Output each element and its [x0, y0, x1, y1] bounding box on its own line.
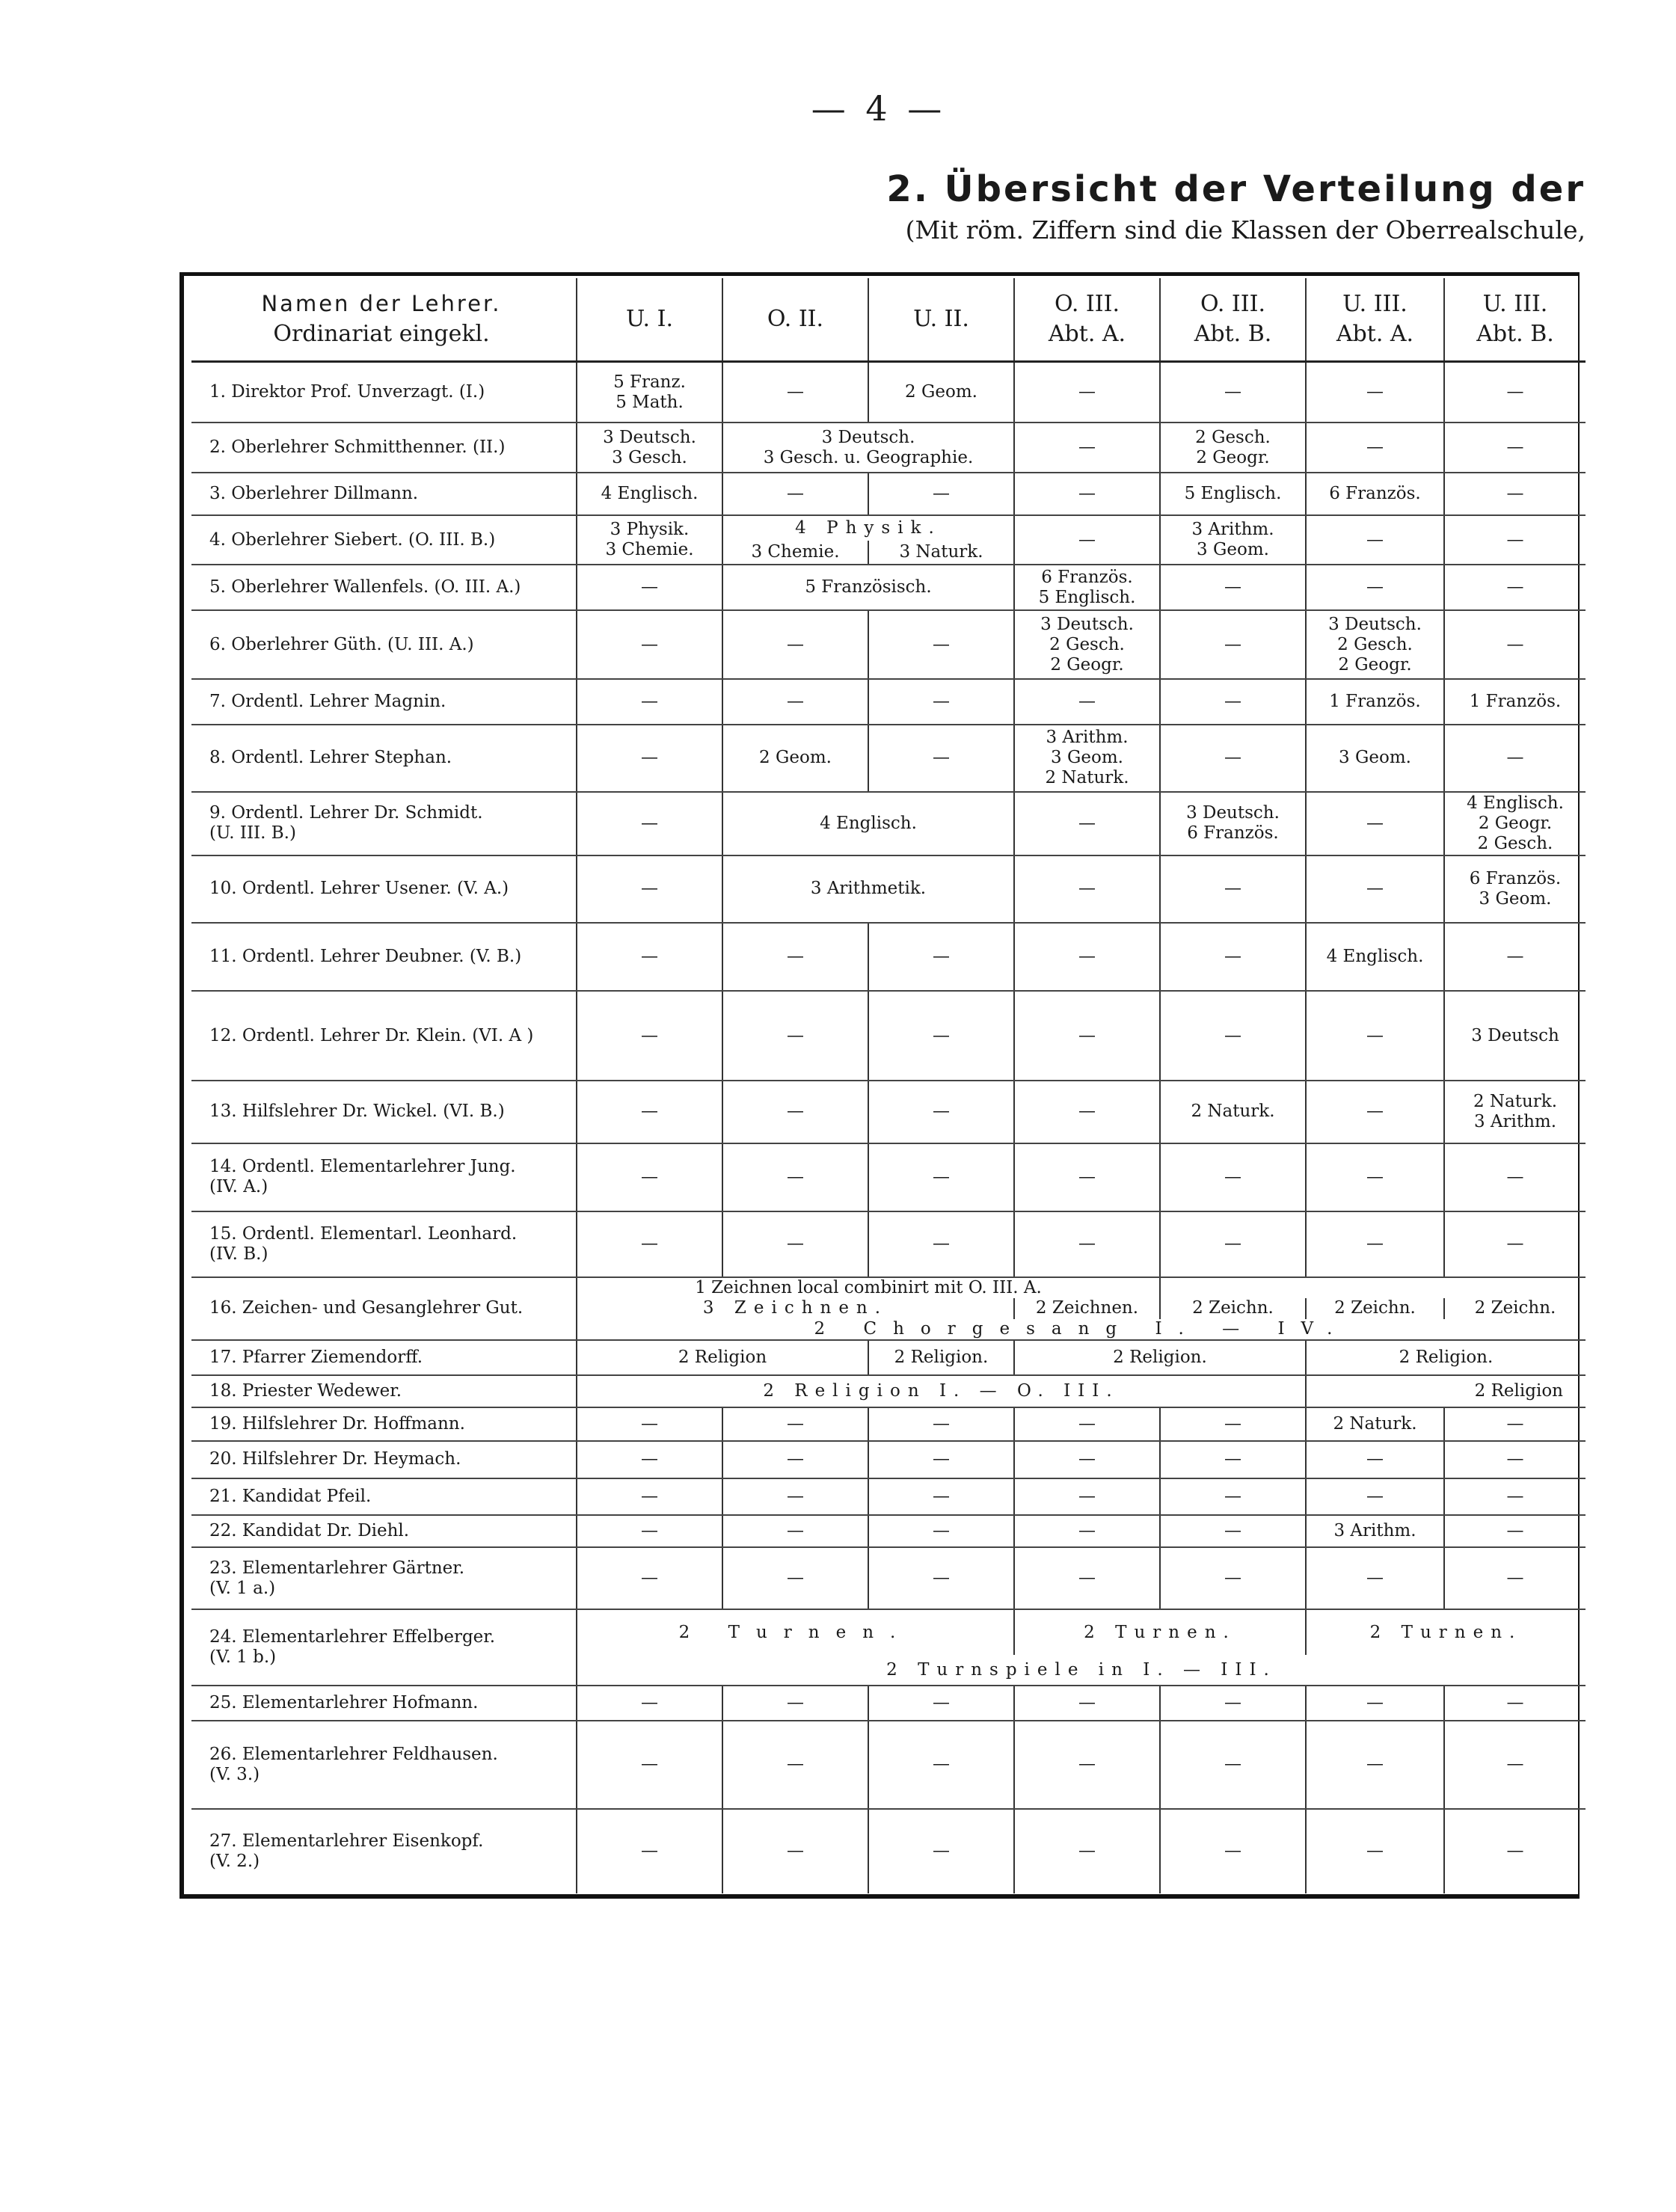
cell: —	[577, 1407, 722, 1441]
col-header-names: Namen der Lehrer. Ordinariat eingekl.	[191, 278, 577, 362]
cell: —	[722, 1547, 868, 1609]
cell: 2 Turnen.	[577, 1609, 1014, 1655]
cell: —	[577, 679, 722, 725]
table-row	[191, 1407, 1586, 1441]
cell: —	[868, 473, 1014, 515]
cell: —	[1306, 565, 1444, 610]
cell: —	[577, 1721, 722, 1809]
cell: 3 Arithm. 3 Geom.	[1160, 515, 1306, 565]
cell: 2 Turnspiele in I. — III.	[577, 1655, 1586, 1686]
cell: 6 Französ. 3 Geom.	[1444, 855, 1586, 923]
cell: 2 Religion.	[1306, 1340, 1586, 1375]
cell: —	[868, 1441, 1014, 1479]
teacher-name: 23. Elementarlehrer Gärtner. (V. 1 a.)	[191, 1547, 577, 1609]
teacher-name: 25. Elementarlehrer Hofmann.	[191, 1686, 577, 1721]
teacher-name: 20. Hilfslehrer Dr. Heymach.	[191, 1441, 577, 1479]
cell: —	[1444, 1441, 1586, 1479]
cell: —	[1444, 1407, 1586, 1441]
cell: 3 Physik. 3 Chemie.	[577, 515, 722, 565]
cell: 2 Turnen.	[1014, 1609, 1306, 1655]
cell: —	[1014, 1721, 1160, 1809]
cell: —	[1160, 725, 1306, 792]
col-header-u2: U. II.	[868, 278, 1014, 362]
teacher-name: 27. Elementarlehrer Eisenkopf. (V. 2.)	[209, 1831, 484, 1871]
cell: —	[577, 1809, 722, 1893]
cell: —	[722, 1143, 868, 1212]
cell: —	[722, 679, 868, 725]
cell: —	[1014, 1407, 1160, 1441]
cell: —	[1014, 991, 1160, 1081]
page-title: 2. Übersicht der Verteilung der	[886, 168, 1586, 210]
cell: —	[1160, 1407, 1306, 1441]
page-number: — 4 —	[811, 88, 947, 129]
cell: —	[1306, 1143, 1444, 1212]
cell: —	[577, 1211, 722, 1276]
cell: 3 Arithm. 3 Geom. 2 Naturk.	[1014, 725, 1160, 792]
cell: —	[577, 1686, 722, 1721]
table-row	[191, 1277, 1586, 1299]
cell: —	[722, 1686, 868, 1721]
cell: —	[1444, 1809, 1586, 1893]
cell: —	[722, 1809, 868, 1893]
cell: —	[577, 855, 722, 923]
cell: —	[1306, 1081, 1444, 1143]
cell: 4 Englisch.	[722, 792, 1014, 855]
teacher-name: 15. Ordentl. Elementarl. Leonhard. (IV. B.)	[191, 1211, 577, 1276]
cell: —	[722, 1407, 868, 1441]
cell: 5 Französisch.	[722, 565, 1014, 610]
cell: 2 Religion.	[868, 1340, 1014, 1375]
cell: 2 Religion I. — O. III.	[577, 1375, 1306, 1407]
cell: —	[722, 1441, 868, 1479]
teacher-name: 7. Ordentl. Lehrer Magnin.	[191, 679, 577, 725]
cell: 2 Naturk. 3 Arithm.	[1444, 1081, 1586, 1143]
cell: —	[1160, 1478, 1306, 1515]
cell: 5 Franz. 5 Math.	[577, 362, 722, 423]
cell: 2 Geom.	[868, 362, 1014, 423]
cell: —	[1014, 1686, 1160, 1721]
cell: —	[1444, 610, 1586, 679]
cell: —	[1160, 991, 1306, 1081]
cell: —	[1014, 1211, 1160, 1276]
cell: —	[868, 1547, 1014, 1609]
table-row	[191, 1441, 1586, 1479]
table-row	[191, 855, 1586, 923]
cell: —	[1014, 515, 1160, 565]
cell: —	[1014, 679, 1160, 725]
cell: —	[1444, 1478, 1586, 1515]
teacher-name: 12. Ordentl. Lehrer Dr. Klein. (VI. A )	[191, 991, 577, 1081]
cell: —	[1014, 1441, 1160, 1479]
cell: 3 Chemie.	[722, 541, 868, 565]
cell: 4 Englisch.	[577, 473, 722, 515]
cell: —	[1444, 1143, 1586, 1212]
cell: —	[1014, 792, 1160, 855]
cell: —	[722, 1721, 868, 1809]
table-row	[191, 792, 1586, 855]
cell: —	[1160, 1441, 1306, 1479]
table-row	[191, 1143, 1586, 1212]
cell: —	[722, 1081, 868, 1143]
table-row	[191, 1340, 1586, 1375]
table-row	[191, 1211, 1586, 1276]
cell: —	[1014, 855, 1160, 923]
cell: —	[868, 1686, 1014, 1721]
table-row	[191, 923, 1586, 992]
cell: —	[1306, 515, 1444, 565]
cell: 3 Deutsch. 3 Gesch. u. Geographie.	[722, 423, 1014, 473]
table-row	[191, 565, 1586, 610]
cell: —	[1160, 1686, 1306, 1721]
cell: 3 Geom.	[1306, 725, 1444, 792]
cell: —	[577, 1515, 722, 1547]
cell: —	[1444, 423, 1586, 473]
teacher-name: 22. Kandidat Dr. Diehl.	[191, 1515, 577, 1547]
cell: —	[1014, 1809, 1160, 1893]
cell: —	[722, 1478, 868, 1515]
cell: —	[868, 610, 1014, 679]
table-row	[191, 1721, 1586, 1809]
cell: 6 Französ. 5 Englisch.	[1014, 565, 1160, 610]
teacher-name: 24. Elementarlehrer Effelberger. (V. 1 b.)	[191, 1609, 577, 1686]
table-row	[191, 1375, 1586, 1407]
cell: —	[1014, 1478, 1160, 1515]
cell: —	[868, 1407, 1014, 1441]
teacher-name: 2. Oberlehrer Schmitthenner. (II.)	[191, 423, 577, 473]
table-row	[191, 679, 1586, 725]
cell: —	[1160, 855, 1306, 923]
cell: —	[1014, 1547, 1160, 1609]
table-row	[191, 515, 1586, 541]
teacher-name: 3. Oberlehrer Dillmann.	[191, 473, 577, 515]
cell: —	[1306, 792, 1444, 855]
cell: —	[722, 923, 868, 992]
teacher-name: 9. Ordentl. Lehrer Dr. Schmidt. (U. III. B.)	[191, 792, 577, 855]
table-row	[191, 1547, 1586, 1609]
cell: —	[1160, 565, 1306, 610]
cell: —	[1160, 362, 1306, 423]
teacher-name: 4. Oberlehrer Siebert. (O. III. B.)	[191, 515, 577, 565]
cell: —	[1444, 1515, 1586, 1547]
cell: —	[577, 1478, 722, 1515]
cell: 1 Französ.	[1306, 679, 1444, 725]
table-row	[191, 1609, 1586, 1655]
cell: 2 Gesch. 2 Geogr.	[1160, 423, 1306, 473]
table-row	[191, 423, 1586, 473]
cell: 2 Geom.	[722, 725, 868, 792]
cell: —	[1306, 991, 1444, 1081]
cell: —	[1306, 1686, 1444, 1721]
cell: —	[1306, 1809, 1444, 1893]
cell: 2 Religion	[577, 1340, 868, 1375]
cell: —	[1306, 1441, 1444, 1479]
cell: —	[577, 565, 722, 610]
table-row	[191, 1081, 1586, 1143]
cell: —	[1160, 679, 1306, 725]
cell: 2 Turnen.	[1306, 1609, 1586, 1655]
teacher-name: 21. Kandidat Pfeil.	[191, 1478, 577, 1515]
cell: 3 Deutsch. 2 Gesch. 2 Geogr.	[1014, 610, 1160, 679]
col-header-o3a: O. III. Abt. A.	[1014, 278, 1160, 362]
cell: —	[722, 991, 868, 1081]
cell: 3 Deutsch. 2 Gesch. 2 Geogr.	[1306, 610, 1444, 679]
table-row	[191, 991, 1586, 1081]
table-row	[191, 725, 1586, 792]
cell: —	[1444, 1211, 1586, 1276]
cell: 3 Zeichnen.	[577, 1298, 1014, 1319]
cell: —	[1014, 473, 1160, 515]
cell: —	[1160, 1515, 1306, 1547]
cell: —	[577, 923, 722, 992]
cell: —	[577, 1143, 722, 1212]
cell: —	[1444, 1547, 1586, 1609]
teacher-name: 5. Oberlehrer Wallenfels. (O. III. A.)	[191, 565, 577, 610]
cell: —	[868, 991, 1014, 1081]
cell: —	[577, 1081, 722, 1143]
cell: —	[1160, 610, 1306, 679]
cell: —	[1306, 362, 1444, 423]
cell: —	[1444, 923, 1586, 992]
cell: 1 Zeichnen local combinirt mit O. III. A.	[577, 1277, 1160, 1299]
table-row	[191, 362, 1586, 423]
cell: —	[577, 991, 722, 1081]
cell: —	[868, 923, 1014, 992]
cell: —	[577, 1547, 722, 1609]
cell: —	[722, 473, 868, 515]
cell: 2 Zeichn.	[1160, 1298, 1306, 1319]
cell: 3 Arithmetik.	[722, 855, 1014, 923]
cell: 3 Naturk.	[868, 541, 1014, 565]
cell: —	[1306, 855, 1444, 923]
cell: 2 Zeichn.	[1306, 1298, 1444, 1319]
table-row	[191, 610, 1586, 679]
cell: —	[1444, 1721, 1586, 1809]
cell: —	[1444, 1686, 1586, 1721]
teacher-name: 13. Hilfslehrer Dr. Wickel. (VI. B.)	[191, 1081, 577, 1143]
cell	[1160, 1277, 1586, 1299]
cell: —	[868, 1081, 1014, 1143]
cell: —	[868, 1721, 1014, 1809]
cell: 2 Religion.	[1014, 1340, 1306, 1375]
teacher-distribution-table	[191, 278, 1586, 1893]
cell: —	[1160, 1211, 1306, 1276]
cell: 4 Physik.	[722, 515, 1014, 541]
header-row	[191, 278, 1586, 362]
cell: 3 Deutsch. 6 Französ.	[1160, 792, 1306, 855]
cell: 2 Naturk.	[1306, 1407, 1444, 1441]
cell: —	[1160, 1721, 1306, 1809]
teacher-name: 26. Elementarlehrer Feldhausen. (V. 3.)	[191, 1721, 577, 1809]
col-header-u3a: U. III. Abt. A.	[1306, 278, 1444, 362]
cell: 4 Englisch. 2 Geogr. 2 Gesch.	[1444, 792, 1586, 855]
col-header-u3b: U. III. Abt. B.	[1444, 278, 1586, 362]
cell: 5 Englisch.	[1160, 473, 1306, 515]
cell: —	[577, 792, 722, 855]
teacher-name: 17. Pfarrer Ziemendorff.	[191, 1340, 577, 1375]
cell: —	[868, 725, 1014, 792]
teacher-name: 11. Ordentl. Lehrer Deubner. (V. B.)	[191, 923, 577, 992]
table-row	[191, 1809, 1586, 1893]
cell: 2 Naturk.	[1160, 1081, 1306, 1143]
table-row	[191, 1515, 1586, 1547]
cell: —	[1444, 473, 1586, 515]
teacher-name: 18. Priester Wedewer.	[191, 1375, 577, 1407]
cell: 2 Zeichn.	[1444, 1298, 1586, 1319]
cell: —	[1014, 362, 1160, 423]
table-row	[191, 1478, 1586, 1515]
cell: 1 Französ.	[1444, 679, 1586, 725]
cell: —	[577, 725, 722, 792]
cell: —	[722, 1515, 868, 1547]
cell: 3 Arithm.	[1306, 1515, 1444, 1547]
cell: 2 Zeichnen.	[1014, 1298, 1160, 1319]
cell: —	[1444, 565, 1586, 610]
cell: —	[1160, 1547, 1306, 1609]
cell: 3 Deutsch. 3 Gesch.	[577, 423, 722, 473]
cell: —	[868, 1143, 1014, 1212]
col-header-o2: O. II.	[722, 278, 868, 362]
cell: —	[722, 610, 868, 679]
cell: —	[1306, 1721, 1444, 1809]
table-row	[191, 473, 1586, 515]
cell: —	[1444, 362, 1586, 423]
page-subtitle: (Mit röm. Ziffern sind die Klassen der Oberrealschule,	[905, 215, 1586, 245]
cell: —	[1014, 1515, 1160, 1547]
cell: 2 Religion	[1306, 1375, 1586, 1407]
cell: —	[1160, 923, 1306, 992]
col-header-o3b: O. III. Abt. B.	[1160, 278, 1306, 362]
teacher-name: 10. Ordentl. Lehrer Usener. (V. A.)	[191, 855, 577, 923]
cell: —	[722, 1211, 868, 1276]
col-header-u1: U. I.	[577, 278, 722, 362]
cell: —	[1306, 1478, 1444, 1515]
cell: —	[868, 1515, 1014, 1547]
teacher-name: 1. Direktor Prof. Unverzagt. (I.)	[191, 362, 577, 423]
cell: —	[868, 1478, 1014, 1515]
cell: —	[1444, 515, 1586, 565]
cell: —	[1014, 923, 1160, 992]
teacher-name: 8. Ordentl. Lehrer Stephan.	[191, 725, 577, 792]
cell: —	[577, 1441, 722, 1479]
cell: —	[1160, 1143, 1306, 1212]
teacher-name: 19. Hilfslehrer Dr. Hoffmann.	[191, 1407, 577, 1441]
cell: —	[868, 679, 1014, 725]
cell: —	[722, 362, 868, 423]
cell: —	[1444, 725, 1586, 792]
teacher-name: 6. Oberlehrer Güth. (U. III. A.)	[191, 610, 577, 679]
cell: 4 Englisch.	[1306, 923, 1444, 992]
cell: —	[1014, 423, 1160, 473]
table-row	[191, 1686, 1586, 1721]
cell: —	[1306, 1547, 1444, 1609]
cell: —	[1306, 1211, 1444, 1276]
cell: —	[1014, 1081, 1160, 1143]
cell: —	[1306, 423, 1444, 473]
cell: 6 Französ.	[1306, 473, 1444, 515]
teacher-name: 14. Ordentl. Elementarlehrer Jung. (IV. A.)	[191, 1143, 577, 1212]
teacher-name: 16. Zeichen- und Gesanglehrer Gut.	[191, 1277, 577, 1341]
cell: 2 Chorgesang I. — IV.	[577, 1319, 1586, 1341]
cell: —	[577, 610, 722, 679]
cell: —	[868, 1211, 1014, 1276]
cell: —	[1014, 1143, 1160, 1212]
cell: —	[868, 1809, 1014, 1893]
cell: 3 Deutsch	[1444, 991, 1586, 1081]
cell: —	[1160, 1809, 1306, 1893]
